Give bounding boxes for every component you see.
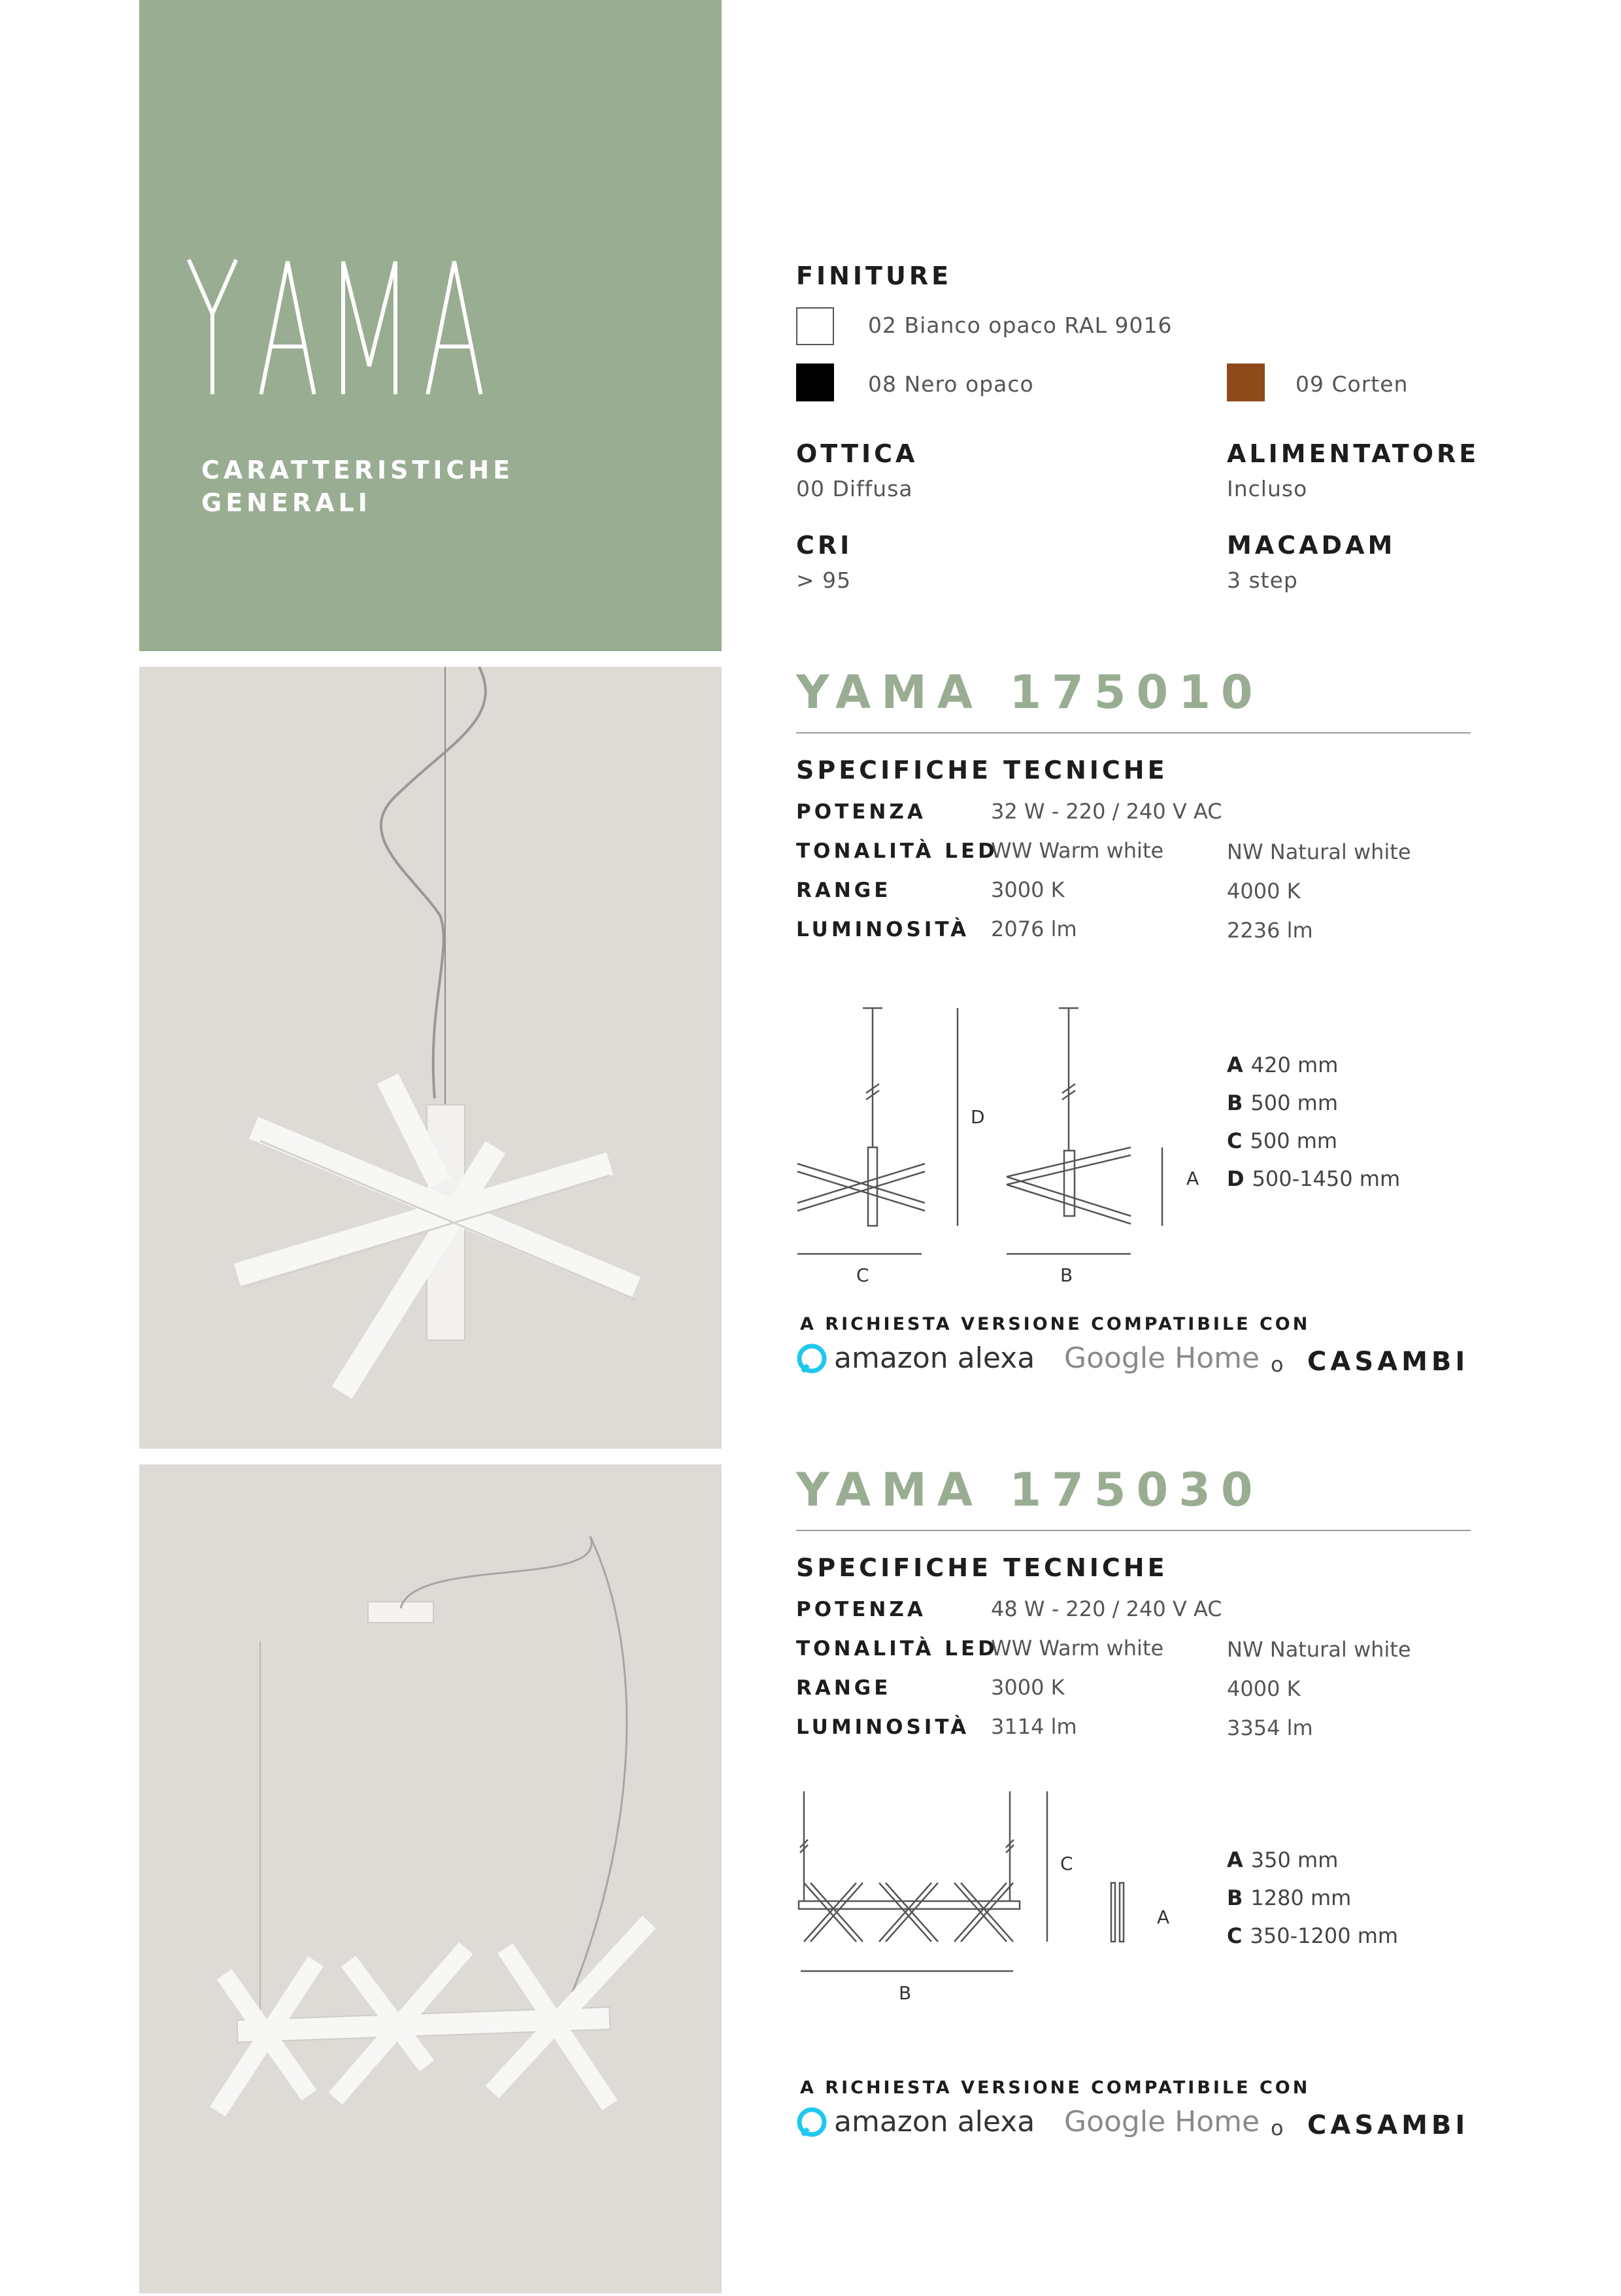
brand-logo: [183, 235, 523, 405]
spec-value-luminosita-ww: 2076 lm: [991, 917, 1077, 941]
spec-value-range-ww: 3000 K: [991, 1675, 1065, 1700]
alexa-logo-text: amazon alexa: [834, 1342, 1035, 1375]
dim-letter-a: A: [1157, 1906, 1170, 1928]
spec-value-range-ww: 3000 K: [991, 877, 1065, 902]
spec-value-luminosita-nw: 2236 lm: [1227, 918, 1313, 943]
dim-letter-b: B: [1060, 1264, 1073, 1286]
casambi-logo-text: CASAMBI: [1307, 2110, 1469, 2140]
spec-label-range: RANGE: [796, 1676, 892, 1700]
dim-row-a: [1227, 1848, 1338, 1872]
lamp-illustration-175010: [139, 667, 722, 1449]
dim-letter-b: B: [899, 1982, 912, 2004]
dim-letter-c: C: [856, 1264, 869, 1286]
hero-subtitle-line1: CARATTERISTICHE: [201, 456, 514, 484]
dim-key: B: [1227, 1885, 1243, 1910]
compatibility-note: A RICHIESTA VERSIONE COMPATIBILE CON: [800, 2078, 1311, 2098]
spec-value-luminosita-ww: 3114 lm: [991, 1714, 1077, 1739]
spec-value-tonalita-ww: WW Warm white: [991, 1636, 1164, 1661]
hero-subtitle: [201, 454, 541, 519]
dim-key: C: [1227, 1923, 1243, 1948]
spec-label-potenza: POTENZA: [796, 800, 926, 824]
dimension-drawing-175030: [791, 1785, 1209, 2007]
spec-label-tonalita: TONALITÀ LED: [796, 1637, 998, 1661]
google-home-logo-text: Google Home: [1064, 1342, 1260, 1375]
spec-label-tonalita: TONALITÀ LED: [796, 839, 998, 863]
dim-key: A: [1227, 1848, 1243, 1872]
cri-heading: CRI: [796, 531, 853, 560]
dim-row-c: [1227, 1923, 1398, 1948]
swatch-corten: [1227, 363, 1265, 401]
dim-letter-d: D: [971, 1106, 985, 1128]
dim-value: 500-1450 mm: [1252, 1166, 1401, 1191]
alexa-icon: [796, 2106, 827, 2138]
cri-value: > 95: [796, 567, 852, 593]
divider: [796, 1530, 1471, 1531]
spec-value-tonalita-nw: NW Natural white: [1227, 1637, 1411, 1662]
swatch-nero: [796, 363, 834, 401]
swatch-bianco: [796, 307, 834, 345]
spec-label-luminosita: LUMINOSITÀ: [796, 918, 970, 941]
dim-letter-a: A: [1186, 1168, 1199, 1189]
dim-key: D: [1227, 1166, 1245, 1191]
dimension-drawing-175010: [791, 1000, 1209, 1286]
dim-value: 420 mm: [1250, 1053, 1339, 1077]
spec-value-potenza: 48 W - 220 / 240 V AC: [991, 1596, 1222, 1621]
compatibility-note: A RICHIESTA VERSIONE COMPATIBILE CON: [800, 1314, 1311, 1334]
spec-label-potenza: POTENZA: [796, 1598, 926, 1621]
product-title-175010: YAMA 175010: [796, 666, 1263, 719]
lamp-illustration-175030: [139, 1464, 722, 2293]
google-home-logo-text: Google Home: [1064, 2105, 1260, 2138]
product-photo-175030: [139, 1464, 722, 2293]
dim-value: 350-1200 mm: [1250, 1923, 1399, 1948]
dim-letter-c: C: [1060, 1853, 1073, 1874]
alexa-logo-text: amazon alexa: [834, 2105, 1035, 2138]
dim-key: C: [1227, 1128, 1243, 1153]
casambi-logo-text: CASAMBI: [1307, 1347, 1469, 1377]
spec-heading: SPECIFICHE TECNICHE: [796, 756, 1168, 785]
dim-value: 1280 mm: [1250, 1885, 1352, 1910]
spec-value-range-nw: 4000 K: [1227, 1676, 1301, 1701]
dim-row-c: [1227, 1128, 1337, 1153]
finitura-nero-label: 08 Nero opaco: [868, 371, 1034, 397]
or-text: o: [1271, 1352, 1284, 1377]
dim-key: A: [1227, 1053, 1243, 1077]
or-text: o: [1271, 2116, 1284, 2140]
spec-value-range-nw: 4000 K: [1227, 879, 1301, 903]
dim-value: 350 mm: [1250, 1848, 1339, 1872]
product-title-175030: YAMA 175030: [796, 1463, 1263, 1517]
finitura-corten-label: 09 Corten: [1295, 371, 1409, 397]
dim-row-b: [1227, 1885, 1351, 1910]
dim-value: 500 mm: [1250, 1128, 1338, 1153]
alexa-icon: [796, 1343, 827, 1374]
dim-row-d: [1227, 1166, 1400, 1191]
finitura-bianco-label: 02 Bianco opaco RAL 9016: [868, 312, 1173, 338]
finiture-heading: FINITURE: [796, 262, 952, 290]
dim-row-b: [1227, 1090, 1338, 1115]
spec-value-tonalita-ww: WW Warm white: [991, 838, 1164, 863]
divider: [796, 732, 1471, 734]
spec-value-tonalita-nw: NW Natural white: [1227, 839, 1411, 864]
hero-subtitle-line2: GENERALI: [201, 488, 371, 517]
macadam-heading: MACADAM: [1227, 531, 1396, 560]
ottica-value: 00 Diffusa: [796, 476, 913, 501]
spec-heading: SPECIFICHE TECNICHE: [796, 1553, 1168, 1582]
spec-label-luminosita: LUMINOSITÀ: [796, 1715, 970, 1739]
alimentatore-heading: ALIMENTATORE: [1227, 439, 1480, 468]
ottica-heading: OTTICA: [796, 439, 918, 468]
spec-label-range: RANGE: [796, 879, 892, 902]
product-photo-175010: [139, 667, 722, 1449]
dim-value: 500 mm: [1250, 1090, 1338, 1115]
spec-value-potenza: 32 W - 220 / 240 V AC: [991, 799, 1222, 824]
spec-value-luminosita-nw: 3354 lm: [1227, 1715, 1313, 1740]
alimentatore-value: Incluso: [1227, 476, 1308, 501]
dim-row-a: [1227, 1053, 1338, 1077]
dim-key: B: [1227, 1090, 1243, 1115]
macadam-value: 3 step: [1227, 567, 1298, 593]
